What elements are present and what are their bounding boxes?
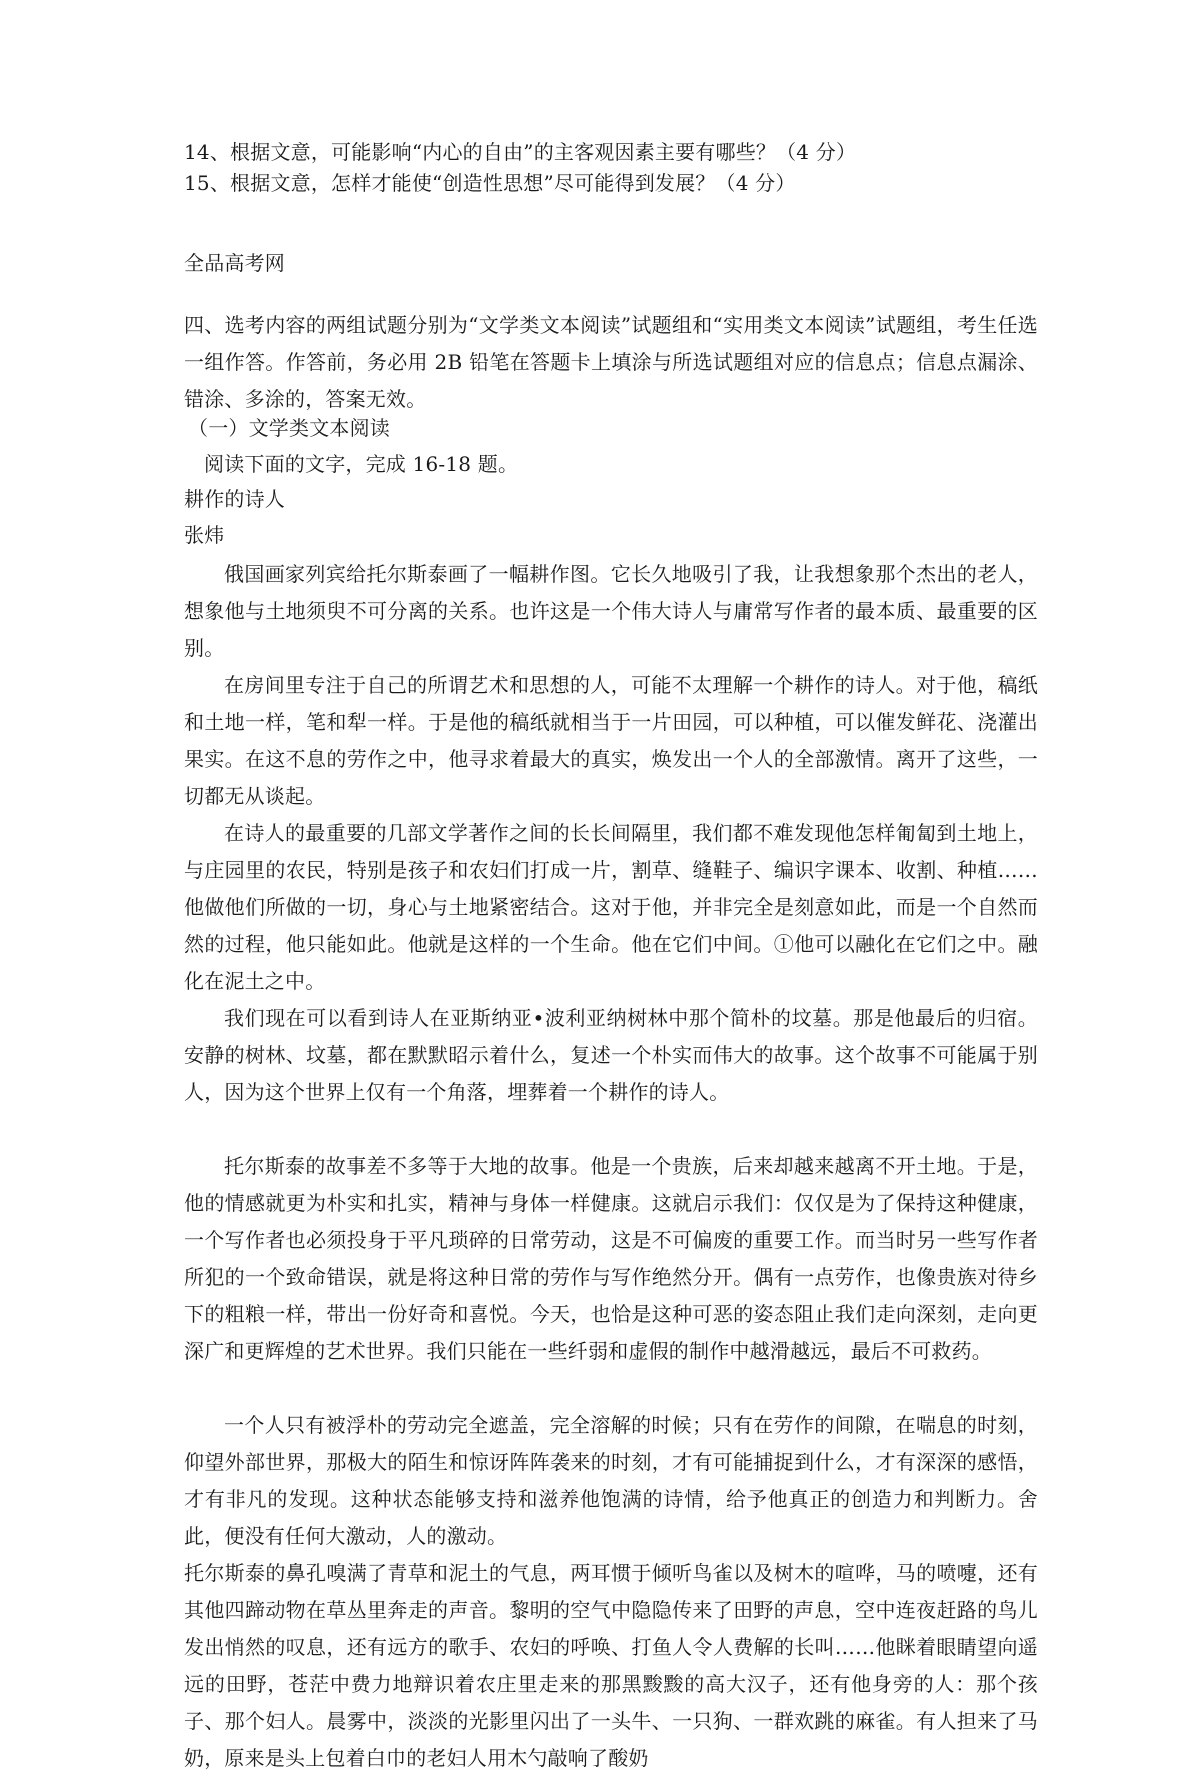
section-four-instructions: 四、选考内容的两组试题分别为“文学类文本阅读”试题组和“实用类文本阅读”试题组，考生任选一组作答。作答前，务必用 2B 铅笔在答题卡上填涂与所选试题组对应的信息点；信息点漏涂、错涂、多涂的，答案无效。 bbox=[184, 313, 1038, 411]
site-label: 全品高考网 bbox=[184, 251, 285, 275]
reading-prompt: 阅读下面的文字，完成 16-18 题。 bbox=[204, 452, 519, 476]
article-title: 耕作的诗人 bbox=[184, 487, 285, 511]
article-author: 张炜 bbox=[184, 523, 225, 547]
article-paragraph: 俄国画家列宾给托尔斯泰画了一幅耕作图。它长久地吸引了我，让我想象那个杰出的老人，想象他与土地须臾不可分离的关系。也许这是一个伟大诗人与庸常写作者的最本质、最重要的区别。 bbox=[184, 562, 1038, 660]
article-paragraph: 托尔斯泰的鼻孔嗅满了青草和泥土的气息，两耳惯于倾听鸟雀以及树木的喧哗，马的喷嚏，还有其他四蹄动物在草丛里奔走的声音。黎明的空气中隐隐传来了田野的声息，空中连夜赶路的鸟儿发出悄然的叹息，还有远方的歌手、农妇的呼唤、打鱼人令人费解的长叫……他眯着眼睛望向遥远的田野，苍茫中费力地辩识着农庄里走来的那黑黢黢的高大汉子，还有他身旁的人：那个孩子、那个妇人。晨雾中，淡淡的光影里闪出了一头牛、一只狗、一群欢跳的麻雀。有人担来了马奶，原来是头上包着白巾的老妇人用木勺敲响了酸奶 bbox=[184, 1561, 1038, 1770]
question-15: 15、根据文意，怎样才能使“创造性思想”尽可能得到发展？（4 分） bbox=[184, 171, 796, 195]
article-paragraph: 一个人只有被浮朴的劳动完全遮盖，完全溶解的时候；只有在劳作的间隙，在喘息的时刻，仰望外部世界，那极大的陌生和惊讶阵阵袭来的时刻，才有可能捕捉到什么，才有深深的感悟，才有非凡的发现。这种状态能够支持和滋养他饱满的诗情，给予他真正的创造力和判断力。舍此，便没有任何大激动，人的激动。 bbox=[184, 1413, 1038, 1548]
question-14: 14、根据文意，可能影响“内心的自由”的主客观因素主要有哪些？（4 分） bbox=[184, 140, 857, 164]
article-paragraph: 在诗人的最重要的几部文学著作之间的长长间隔里，我们都不难发现他怎样匍匐到土地上，与庄园里的农民，特别是孩子和农妇们打成一片，割草、缝鞋子、编识字课本、收割、种植……他做他们所做的一切，身心与土地紧密结合。这对于他，并非完全是刻意如此，而是一个自然而然的过程，他只能如此。他就是这样的一个生命。他在它们中间。①他可以融化在它们之中。融化在泥土之中。 bbox=[184, 821, 1038, 993]
article-paragraph: 托尔斯泰的故事差不多等于大地的故事。他是一个贵族，后来却越来越离不开土地。于是，他的情感就更为朴实和扎实，精神与身体一样健康。这就启示我们：仅仅是为了保持这种健康，一个写作者也必须投身于平凡琐碎的日常劳动，这是不可偏废的重要工作。而当时另一些写作者所犯的一个致命错误，就是将这种日常的劳作与写作绝然分开。偶有一点劳作，也像贵族对待乡下的粗粮一样，带出一份好奇和喜悦。今天，也恰是这种可恶的姿态阻止我们走向深刻，走向更深广和更辉煌的艺术世界。我们只能在一些纤弱和虚假的制作中越滑越远，最后不可救药。 bbox=[184, 1154, 1038, 1363]
subsection-title: （一）文学类文本阅读 bbox=[188, 416, 390, 440]
article-paragraph: 我们现在可以看到诗人在亚斯纳亚•波利亚纳树林中那个简朴的坟墓。那是他最后的归宿。安静的树林、坟墓，都在默默昭示着什么，复述一个朴实而伟大的故事。这个故事不可能属于别人，因为这个世界上仅有一个角落，埋葬着一个耕作的诗人。 bbox=[184, 1006, 1038, 1104]
article-paragraph: 在房间里专注于自己的所谓艺术和思想的人，可能不太理解一个耕作的诗人。对于他，稿纸和土地一样，笔和犁一样。于是他的稿纸就相当于一片田园，可以种植，可以催发鲜花、浇灌出果实。在这不息的劳作之中，他寻求着最大的真实，焕发出一个人的全部激情。离开了这些，一切都无从谈起。 bbox=[184, 673, 1038, 808]
